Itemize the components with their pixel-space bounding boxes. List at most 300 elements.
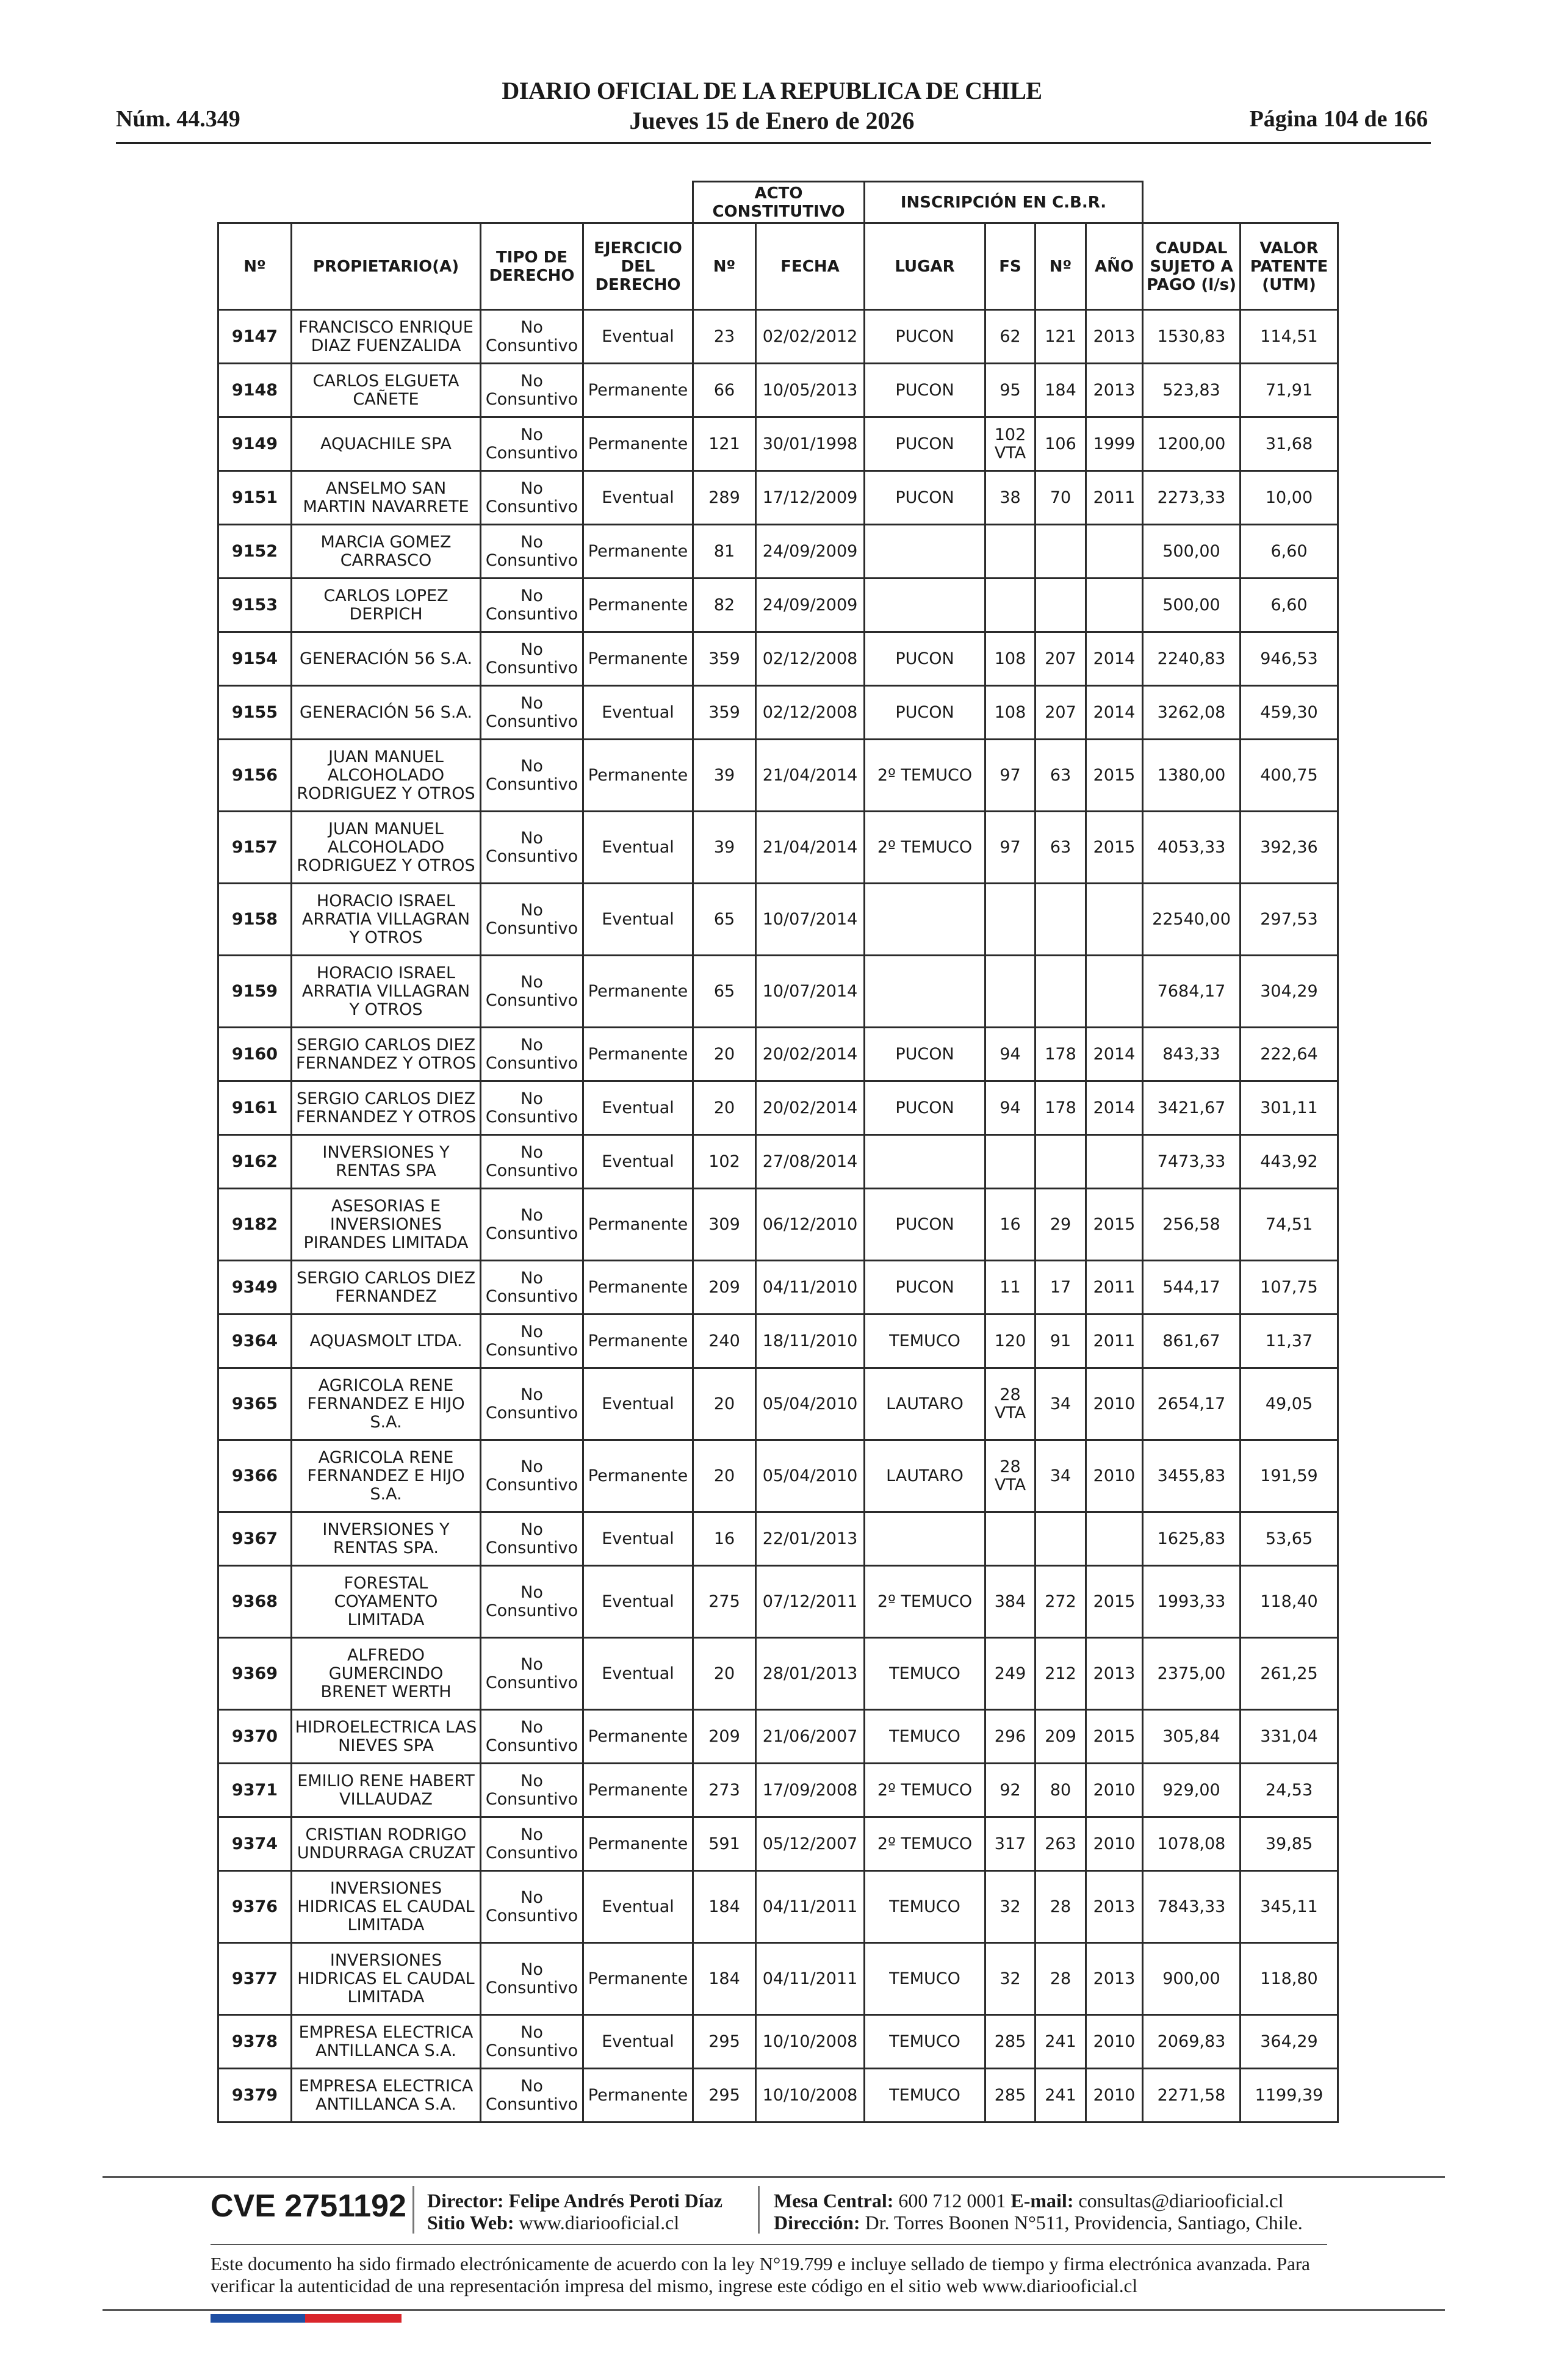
registry-fs-cell: 38 (985, 471, 1036, 525)
owner-name-cell: HIDROELECTRICA LAS NIEVES SPA (292, 1710, 481, 1764)
registry-year-cell: 2010 (1086, 1368, 1143, 1440)
registry-year-cell: 2013 (1086, 364, 1143, 417)
registry-place-cell: PUCON (865, 310, 985, 364)
footer-divider-top (103, 2176, 1445, 2178)
act-date-cell: 04/11/2011 (756, 1943, 865, 2015)
registry-fs-cell: 102 VTA (985, 417, 1036, 471)
registry-year-cell: 2013 (1086, 1871, 1143, 1943)
registry-number-cell: 63 (1036, 812, 1086, 884)
patent-value-cell: 443,92 (1241, 1135, 1338, 1189)
registry-number-cell: 63 (1036, 740, 1086, 812)
act-date-cell: 17/12/2009 (756, 471, 865, 525)
act-number-cell: 20 (693, 1028, 756, 1081)
act-number-cell: 359 (693, 632, 756, 686)
address: Dr. Torres Boonen N°511, Providencia, Santiago, Chile. (865, 2212, 1303, 2234)
right-exercise-cell: Eventual (583, 310, 693, 364)
act-date-cell: 10/07/2014 (756, 884, 865, 956)
act-date-cell: 10/10/2008 (756, 2015, 865, 2069)
registry-place-cell: LAUTARO (865, 1368, 985, 1440)
registry-fs-cell: 285 (985, 2069, 1036, 2122)
mesa-phone: 600 712 0001 (898, 2190, 1006, 2212)
row-number-cell: 9155 (218, 686, 292, 740)
registry-place-cell: LAUTARO (865, 1440, 985, 1512)
right-exercise-cell: Permanente (583, 2069, 693, 2122)
act-date-cell: 02/12/2008 (756, 686, 865, 740)
registry-fs-cell: 317 (985, 1817, 1036, 1871)
registry-number-cell (1036, 1512, 1086, 1566)
right-exercise-cell: Permanente (583, 1710, 693, 1764)
right-type-cell: No Consuntivo (481, 1440, 583, 1512)
col-propietario: PROPIETARIO(A) (292, 223, 481, 310)
flow-rate-cell: 3455,83 (1143, 1440, 1241, 1512)
col-anio: AÑO (1086, 223, 1143, 310)
flow-rate-cell: 3421,67 (1143, 1081, 1241, 1135)
patent-value-cell: 49,05 (1241, 1368, 1338, 1440)
right-type-cell: No Consuntivo (481, 884, 583, 956)
registry-place-cell: 2º TEMUCO (865, 1764, 985, 1817)
right-exercise-cell: Permanente (583, 417, 693, 471)
flow-rate-cell: 1530,83 (1143, 310, 1241, 364)
flow-rate-cell: 2273,33 (1143, 471, 1241, 525)
masthead (116, 76, 1428, 136)
right-type-cell: No Consuntivo (481, 1710, 583, 1764)
registry-number-cell: 17 (1036, 1261, 1086, 1314)
act-date-cell: 21/06/2007 (756, 1710, 865, 1764)
right-type-cell: No Consuntivo (481, 686, 583, 740)
act-number-cell: 275 (693, 1566, 756, 1638)
act-number-cell: 81 (693, 525, 756, 579)
page-header (116, 76, 1428, 142)
patent-value-cell: 345,11 (1241, 1871, 1338, 1943)
col-num: Nº (218, 223, 292, 310)
flow-rate-cell: 2240,83 (1143, 632, 1241, 686)
registry-place-cell: PUCON (865, 1261, 985, 1314)
patent-value-cell: 118,40 (1241, 1566, 1338, 1638)
right-type-cell: No Consuntivo (481, 1081, 583, 1135)
act-date-cell: 02/12/2008 (756, 632, 865, 686)
act-date-cell: 04/11/2011 (756, 1871, 865, 1943)
owner-name-cell: AGRICOLA RENE FERNANDEZ E HIJO S.A. (292, 1440, 481, 1512)
registry-year-cell: 2010 (1086, 1440, 1143, 1512)
row-number-cell: 9367 (218, 1512, 292, 1566)
registry-number-cell: 121 (1036, 310, 1086, 364)
patent-value-cell: 11,37 (1241, 1314, 1338, 1368)
table-row (218, 884, 1338, 956)
registry-fs-cell: 16 (985, 1189, 1036, 1261)
right-type-cell: No Consuntivo (481, 364, 583, 417)
right-exercise-cell: Eventual (583, 884, 693, 956)
table-row (218, 1817, 1338, 1871)
right-exercise-cell: Permanente (583, 364, 693, 417)
right-type-cell: No Consuntivo (481, 1512, 583, 1566)
table-row (218, 1135, 1338, 1189)
act-date-cell: 04/11/2010 (756, 1261, 865, 1314)
registry-fs-cell: 97 (985, 740, 1036, 812)
registry-number-cell (1036, 579, 1086, 632)
owner-name-cell: GENERACIÓN 56 S.A. (292, 686, 481, 740)
registry-year-cell: 2015 (1086, 1189, 1143, 1261)
registry-place-cell: PUCON (865, 686, 985, 740)
col-cbr-num: Nº (1036, 223, 1086, 310)
footer-separator (412, 2186, 414, 2234)
footer-divider-bottom (103, 2309, 1445, 2311)
row-number-cell: 9378 (218, 2015, 292, 2069)
director-block (427, 2190, 722, 2234)
footer-divider-mid (211, 2244, 1327, 2245)
registry-number-cell: 80 (1036, 1764, 1086, 1817)
act-date-cell: 24/09/2009 (756, 525, 865, 579)
registry-fs-cell (985, 956, 1036, 1028)
act-date-cell: 06/12/2010 (756, 1189, 865, 1261)
registry-year-cell: 2011 (1086, 1314, 1143, 1368)
table-group-header-row (218, 182, 1338, 223)
flow-rate-cell: 500,00 (1143, 579, 1241, 632)
flow-rate-cell: 1625,83 (1143, 1512, 1241, 1566)
registry-year-cell: 2010 (1086, 2015, 1143, 2069)
registry-fs-cell: 95 (985, 364, 1036, 417)
flow-rate-cell: 22540,00 (1143, 884, 1241, 956)
patent-value-cell: 118,80 (1241, 1943, 1338, 2015)
patent-value-cell: 392,36 (1241, 812, 1338, 884)
table-row (218, 2069, 1338, 2122)
act-number-cell: 359 (693, 686, 756, 740)
owner-name-cell: GENERACIÓN 56 S.A. (292, 632, 481, 686)
registry-fs-cell: 285 (985, 2015, 1036, 2069)
email-link[interactable]: consultas@diariooficial.cl (1078, 2190, 1284, 2212)
owner-name-cell: ALFREDO GUMERCINDO BRENET WERTH (292, 1638, 481, 1710)
table-row (218, 525, 1338, 579)
table-row (218, 1566, 1338, 1638)
flow-rate-cell: 2654,17 (1143, 1368, 1241, 1440)
act-date-cell: 05/04/2010 (756, 1440, 865, 1512)
patent-value-cell: 31,68 (1241, 417, 1338, 471)
row-number-cell: 9162 (218, 1135, 292, 1189)
registry-place-cell: TEMUCO (865, 1943, 985, 2015)
registry-fs-cell (985, 884, 1036, 956)
row-number-cell: 9369 (218, 1638, 292, 1710)
registry-number-cell: 209 (1036, 1710, 1086, 1764)
patent-value-cell: 297,53 (1241, 884, 1338, 956)
row-number-cell: 9182 (218, 1189, 292, 1261)
flow-rate-cell: 256,58 (1143, 1189, 1241, 1261)
registry-place-cell: TEMUCO (865, 2069, 985, 2122)
right-type-cell: No Consuntivo (481, 1764, 583, 1817)
right-type-cell: No Consuntivo (481, 1943, 583, 2015)
owner-name-cell: CARLOS LOPEZ DERPICH (292, 579, 481, 632)
act-number-cell: 82 (693, 579, 756, 632)
owner-name-cell: EMILIO RENE HABERT VILLAUDAZ (292, 1764, 481, 1817)
group-acto-constitutivo: ACTO CONSTITUTIVO (693, 182, 865, 223)
owner-name-cell: INVERSIONES Y RENTAS SPA. (292, 1512, 481, 1566)
flow-rate-cell: 1078,08 (1143, 1817, 1241, 1871)
registry-year-cell: 2014 (1086, 632, 1143, 686)
director-name: Felipe Andrés Peroti Díaz (508, 2190, 722, 2212)
mesa-label: Mesa Central: (774, 2190, 894, 2212)
row-number-cell: 9368 (218, 1566, 292, 1638)
right-type-cell: No Consuntivo (481, 417, 583, 471)
registry-place-cell: PUCON (865, 417, 985, 471)
table-header-row (218, 223, 1338, 310)
patent-value-cell: 364,29 (1241, 2015, 1338, 2069)
act-number-cell: 309 (693, 1189, 756, 1261)
registry-year-cell: 2015 (1086, 812, 1143, 884)
act-number-cell: 20 (693, 1440, 756, 1512)
email-label: E-mail: (1010, 2190, 1074, 2212)
table-body (218, 310, 1338, 2122)
table-row (218, 812, 1338, 884)
owner-name-cell: INVERSIONES Y RENTAS SPA (292, 1135, 481, 1189)
table-row (218, 310, 1338, 364)
right-exercise-cell: Permanente (583, 1314, 693, 1368)
registry-year-cell: 2013 (1086, 310, 1143, 364)
act-number-cell: 184 (693, 1871, 756, 1943)
registry-number-cell (1036, 956, 1086, 1028)
col-acto-num: Nº (693, 223, 756, 310)
patent-value-cell: 53,65 (1241, 1512, 1338, 1566)
act-date-cell: 07/12/2011 (756, 1566, 865, 1638)
patent-value-cell: 301,11 (1241, 1081, 1338, 1135)
registry-place-cell (865, 1135, 985, 1189)
row-number-cell: 9371 (218, 1764, 292, 1817)
right-exercise-cell: Eventual (583, 1638, 693, 1710)
registry-place-cell (865, 525, 985, 579)
registry-place-cell (865, 1512, 985, 1566)
row-number-cell: 9153 (218, 579, 292, 632)
act-number-cell: 20 (693, 1368, 756, 1440)
table-row (218, 471, 1338, 525)
registry-number-cell (1036, 525, 1086, 579)
table-row (218, 1638, 1338, 1710)
act-number-cell: 20 (693, 1081, 756, 1135)
right-exercise-cell: Permanente (583, 1943, 693, 2015)
table-row (218, 740, 1338, 812)
act-date-cell: 20/02/2014 (756, 1028, 865, 1081)
owner-name-cell: EMPRESA ELECTRICA ANTILLANCA S.A. (292, 2015, 481, 2069)
row-number-cell: 9157 (218, 812, 292, 884)
act-date-cell: 28/01/2013 (756, 1638, 865, 1710)
water-rights-table (217, 181, 1339, 2123)
registry-fs-cell: 32 (985, 1943, 1036, 2015)
owner-name-cell: CARLOS ELGUETA CAÑETE (292, 364, 481, 417)
owner-name-cell: MARCIA GOMEZ CARRASCO (292, 525, 481, 579)
owner-name-cell: FRANCISCO ENRIQUE DIAZ FUENZALIDA (292, 310, 481, 364)
right-type-cell: No Consuntivo (481, 1566, 583, 1638)
row-number-cell: 9364 (218, 1314, 292, 1368)
registry-fs-cell: 249 (985, 1638, 1036, 1710)
row-number-cell: 9159 (218, 956, 292, 1028)
registry-place-cell: TEMUCO (865, 2015, 985, 2069)
registry-number-cell: 241 (1036, 2069, 1086, 2122)
registry-fs-cell: 62 (985, 310, 1036, 364)
owner-name-cell: HORACIO ISRAEL ARRATIA VILLAGRAN Y OTROS (292, 956, 481, 1028)
registry-fs-cell: 11 (985, 1261, 1036, 1314)
registry-place-cell (865, 956, 985, 1028)
owner-name-cell: INVERSIONES HIDRICAS EL CAUDAL LIMITADA (292, 1943, 481, 2015)
table-row (218, 2015, 1338, 2069)
row-number-cell: 9149 (218, 417, 292, 471)
row-number-cell: 9154 (218, 632, 292, 686)
registry-year-cell (1086, 1135, 1143, 1189)
right-exercise-cell: Permanente (583, 632, 693, 686)
registry-year-cell (1086, 956, 1143, 1028)
right-exercise-cell: Eventual (583, 1135, 693, 1189)
patent-value-cell: 1199,39 (1241, 2069, 1338, 2122)
flow-rate-cell: 1200,00 (1143, 417, 1241, 471)
right-type-cell: No Consuntivo (481, 2015, 583, 2069)
registry-fs-cell: 32 (985, 1871, 1036, 1943)
registry-year-cell: 2014 (1086, 686, 1143, 740)
registry-number-cell: 29 (1036, 1189, 1086, 1261)
website-link[interactable]: www.diariooficial.cl (519, 2212, 680, 2234)
flow-rate-cell: 2069,83 (1143, 2015, 1241, 2069)
flow-rate-cell: 7843,33 (1143, 1871, 1241, 1943)
table-row (218, 364, 1338, 417)
table-row (218, 579, 1338, 632)
owner-name-cell: JUAN MANUEL ALCOHOLADO RODRIGUEZ Y OTROS (292, 812, 481, 884)
act-date-cell: 21/04/2014 (756, 812, 865, 884)
registry-place-cell (865, 579, 985, 632)
row-number-cell: 9160 (218, 1028, 292, 1081)
registry-year-cell: 2014 (1086, 1081, 1143, 1135)
registry-place-cell: TEMUCO (865, 1638, 985, 1710)
table-row (218, 1512, 1338, 1566)
col-fs: FS (985, 223, 1036, 310)
registry-number-cell: 70 (1036, 471, 1086, 525)
patent-value-cell: 114,51 (1241, 310, 1338, 364)
right-type-cell: No Consuntivo (481, 1368, 583, 1440)
registry-fs-cell: 94 (985, 1028, 1036, 1081)
publication-title: DIARIO OFICIAL DE LA REPUBLICA DE CHILE (502, 77, 1042, 104)
right-exercise-cell: Permanente (583, 1261, 693, 1314)
patent-value-cell: 331,04 (1241, 1710, 1338, 1764)
registry-year-cell: 2011 (1086, 1261, 1143, 1314)
table-row (218, 956, 1338, 1028)
row-number-cell: 9365 (218, 1368, 292, 1440)
table-row (218, 1314, 1338, 1368)
contact-block (774, 2190, 1303, 2234)
registry-year-cell (1086, 579, 1143, 632)
table-row (218, 1081, 1338, 1135)
registry-place-cell: TEMUCO (865, 1314, 985, 1368)
flow-rate-cell: 861,67 (1143, 1314, 1241, 1368)
right-type-cell: No Consuntivo (481, 1314, 583, 1368)
registry-fs-cell (985, 1135, 1036, 1189)
registry-place-cell: PUCON (865, 1189, 985, 1261)
registry-place-cell: PUCON (865, 632, 985, 686)
act-date-cell: 30/01/1998 (756, 417, 865, 471)
registry-year-cell (1086, 884, 1143, 956)
row-number-cell: 9377 (218, 1943, 292, 2015)
registry-number-cell: 212 (1036, 1638, 1086, 1710)
flow-rate-cell: 1380,00 (1143, 740, 1241, 812)
registry-year-cell: 2010 (1086, 2069, 1143, 2122)
registry-place-cell: PUCON (865, 1081, 985, 1135)
patent-value-cell: 6,60 (1241, 525, 1338, 579)
act-number-cell: 16 (693, 1512, 756, 1566)
right-exercise-cell: Eventual (583, 1566, 693, 1638)
registry-year-cell (1086, 525, 1143, 579)
registry-fs-cell (985, 525, 1036, 579)
registry-number-cell (1036, 1135, 1086, 1189)
act-number-cell: 65 (693, 884, 756, 956)
act-date-cell: 18/11/2010 (756, 1314, 865, 1368)
right-type-cell: No Consuntivo (481, 2069, 583, 2122)
registry-number-cell: 207 (1036, 632, 1086, 686)
right-type-cell: No Consuntivo (481, 1871, 583, 1943)
act-number-cell: 66 (693, 364, 756, 417)
registry-fs-cell: 384 (985, 1566, 1036, 1638)
patent-value-cell: 107,75 (1241, 1261, 1338, 1314)
registry-year-cell: 2010 (1086, 1817, 1143, 1871)
owner-name-cell: ANSELMO SAN MARTIN NAVARRETE (292, 471, 481, 525)
registry-year-cell: 2015 (1086, 1710, 1143, 1764)
address-label: Dirección: (774, 2212, 860, 2234)
row-number-cell: 9370 (218, 1710, 292, 1764)
right-type-cell: No Consuntivo (481, 310, 583, 364)
table-row (218, 1440, 1338, 1512)
act-number-cell: 240 (693, 1314, 756, 1368)
act-date-cell: 10/05/2013 (756, 364, 865, 417)
registry-fs-cell: 94 (985, 1081, 1036, 1135)
patent-value-cell: 191,59 (1241, 1440, 1338, 1512)
flow-rate-cell: 305,84 (1143, 1710, 1241, 1764)
col-lugar: LUGAR (865, 223, 985, 310)
right-exercise-cell: Eventual (583, 686, 693, 740)
flow-rate-cell: 544,17 (1143, 1261, 1241, 1314)
registry-number-cell: 34 (1036, 1368, 1086, 1440)
registry-number-cell: 178 (1036, 1028, 1086, 1081)
row-number-cell: 9152 (218, 525, 292, 579)
patent-value-cell: 222,64 (1241, 1028, 1338, 1081)
act-number-cell: 591 (693, 1817, 756, 1871)
table-row (218, 686, 1338, 740)
table-row (218, 632, 1338, 686)
row-number-cell: 9156 (218, 740, 292, 812)
page-number: Página 104 de 166 (1249, 106, 1428, 132)
right-type-cell: No Consuntivo (481, 956, 583, 1028)
right-exercise-cell: Eventual (583, 1871, 693, 1943)
patent-value-cell: 71,91 (1241, 364, 1338, 417)
owner-name-cell: AQUACHILE SPA (292, 417, 481, 471)
registry-year-cell: 2014 (1086, 1028, 1143, 1081)
flow-rate-cell: 500,00 (1143, 525, 1241, 579)
patent-value-cell: 6,60 (1241, 579, 1338, 632)
act-number-cell: 209 (693, 1710, 756, 1764)
patent-value-cell: 24,53 (1241, 1764, 1338, 1817)
registry-number-cell (1036, 884, 1086, 956)
act-date-cell: 10/07/2014 (756, 956, 865, 1028)
registry-fs-cell: 296 (985, 1710, 1036, 1764)
right-exercise-cell: Permanente (583, 525, 693, 579)
right-exercise-cell: Permanente (583, 1764, 693, 1817)
registry-place-cell (865, 884, 985, 956)
right-exercise-cell: Eventual (583, 2015, 693, 2069)
director-label: Director: (427, 2190, 504, 2212)
publication-date: Jueves 15 de Enero de 2026 (629, 107, 915, 134)
owner-name-cell: FORESTAL COYAMENTO LIMITADA (292, 1566, 481, 1638)
owner-name-cell: SERGIO CARLOS DIEZ FERNANDEZ Y OTROS (292, 1028, 481, 1081)
owner-name-cell: INVERSIONES HIDRICAS EL CAUDAL LIMITADA (292, 1871, 481, 1943)
signature-notice: Este documento ha sido firmado electrónicamente de acuerdo con la ley N°19.799 e incluye sellado de tiempo y firma electrónica avanzada. Para verificar la autenticidad de una representación impresa del mismo, ingrese este código en el sitio web www.diariooficial.cl (211, 2253, 1310, 2296)
right-exercise-cell: Permanente (583, 740, 693, 812)
header-divider (116, 142, 1431, 144)
registry-year-cell (1086, 1512, 1143, 1566)
col-tipo-derecho: TIPO DE DERECHO (481, 223, 583, 310)
registry-number-cell: 91 (1036, 1314, 1086, 1368)
patent-value-cell: 261,25 (1241, 1638, 1338, 1710)
table-row (218, 1871, 1338, 1943)
owner-name-cell: ASESORIAS E INVERSIONES PIRANDES LIMITADA (292, 1189, 481, 1261)
